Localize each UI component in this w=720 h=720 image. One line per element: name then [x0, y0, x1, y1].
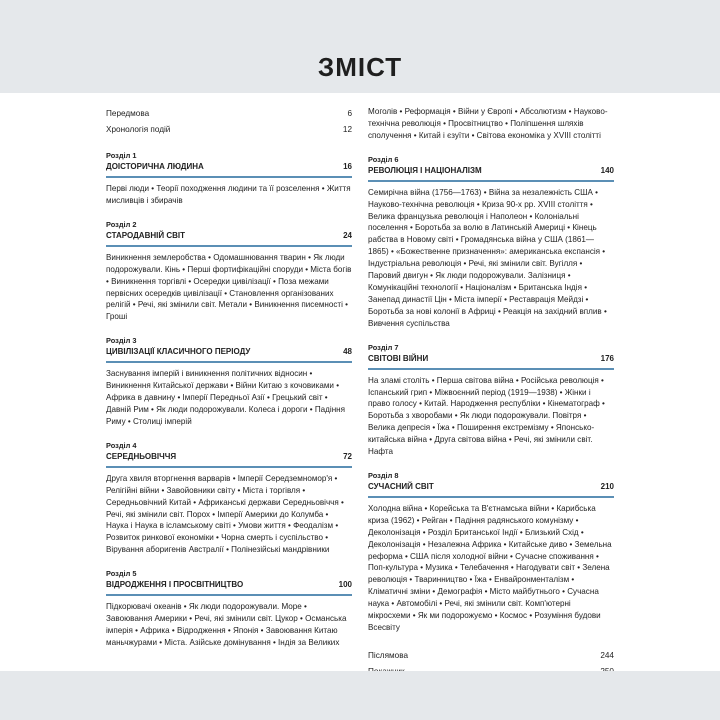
chapter-page: 24: [343, 230, 352, 240]
toc-entry-afterword[interactable]: [368, 648, 614, 664]
bottom-band: [0, 671, 720, 720]
chapter-heading[interactable]: [368, 165, 614, 182]
chapter-title: ДОІСТОРИЧНА ЛЮДИНА: [106, 162, 204, 171]
chapter-page: 140: [600, 165, 614, 175]
chapter-title: ЦИВІЛІЗАЦІЇ КЛАСИЧНОГО ПЕРІОДУ: [106, 347, 251, 357]
chapter-topics: Семирічна війна (1756—1763) • Війна за незалежність США • Науково-технічна революція • Криза 90-х рр. XVIII століття • Велика французька революція і Наполеон • Колоніальні поселення • Боротьба за волю в Латинській Америці • Кінець рабства в Новому світі • Громадянська війна у США (1861—1865) • «Божественне призначення»: американська експансія • Індустріальна революція • Речі, які змінили світ. Вугілля • Паровий двигун • Як люди подорожували. Залізниця • Комунікаційні технології • Націоналізм • Британська Індія • Занепад династії Цін • Міста імперії • Реставрація Мейдзі • Боротьба за нові колонії в Африці • Реакція на західний вплив • Вивчення суспільства: [368, 187, 607, 328]
chapter-title: СУЧАСНИЙ СВІТ: [368, 481, 434, 491]
chapter-title: ВІДРОДЖЕННЯ І ПРОСВІТНИЦТВО: [106, 580, 244, 590]
chapter-7: [368, 342, 614, 458]
chapter-page: 100: [338, 580, 352, 590]
chapter-5: [106, 568, 352, 649]
chapter-page: 16: [343, 162, 352, 171]
chapter-heading[interactable]: [106, 346, 352, 363]
chapter-number: Розділ 7: [368, 342, 399, 352]
chapter-heading[interactable]: [106, 230, 352, 247]
chapter-topics: Заснування імперій і виникнення політичних відносин • Виникнення Китайської держави • Війни Китаю з кочовиками • Африка в давнину • Імперії Передньої Азії • Грецький світ • Давній Рим • Як люди подорожували. Колеса і дороги • Падіння Риму • Столиці імперій: [106, 369, 346, 426]
chapter-page: 176: [600, 353, 614, 363]
chapter-topics: Холодна війна • Корейська та В'єтнамська війни • Карибська криза (1962) • Рейган • Падіння радянського комунізму • Деколонізація • Розділ Британської Індії • Близький Схід • Деколонізація • Незалежна Африка • Китайське диво • Земельна реформа • США після холодної війни • Сучасне споживання • Поп-культура • Музика • Телебачення • Нагодувати світ • Зелена революція • Тваринництво • Їжа • Енвайронменталізм • Кліматичні зміни • Демографія • Місто майбутнього • Сучасна наука • Автомобілі • Речі, які змінили світ. Комп'ютерні мікросхеми • Як ми подорожуємо • Космос • Розуміння будови Всесвіту: [368, 503, 612, 632]
chapter-3: [106, 335, 352, 428]
entry-label: Післямова: [368, 650, 409, 660]
chapter-number: Розділ 5: [106, 569, 137, 579]
chapter-heading[interactable]: [368, 481, 614, 498]
page-title: ЗМІСТ: [317, 52, 403, 82]
chapter-topics: Підкорювачі океанів • Як люди подорожували. Море • Завоювання Америки • Речі, які змінили світ. Цукор • Османська імперія • Африка • Відродження • Японія • Завоювання Китаю маньчжурами • Міста. Азійське домінування • Індія за Великих: [106, 602, 347, 647]
chapter-4: [106, 440, 352, 556]
chapter-title: РЕВОЛЮЦІЯ І НАЦІОНАЛІЗМ: [368, 165, 482, 175]
chapter-topics: Виникнення землеробства • Одомашнювання тварин • Як люди подорожували. Кінь • Перші фортифікаційні споруди • Міста богів • Виникнення торгівлі • Осередки цивілізації • Поза межами первісних осередків цивілізації • Становлення організованих релігій • Речі, які змінили світ. Метали • Виникнення писемності • Гроші: [106, 252, 352, 322]
chapter-8: [368, 470, 614, 634]
chapter-6: [368, 154, 614, 330]
chapter-1: [106, 150, 352, 207]
toc-entry-foreword[interactable]: [106, 106, 352, 122]
entry-page: 12: [342, 125, 352, 134]
right-column: [368, 106, 614, 696]
chapter-2: [106, 219, 352, 323]
chapter-number: Розділ 3: [106, 336, 137, 346]
toc-entry-chronology[interactable]: [106, 122, 352, 138]
chapter-heading[interactable]: [106, 161, 352, 178]
left-column: [106, 106, 352, 649]
chapter-heading[interactable]: [106, 579, 352, 596]
chapter-number: Розділ 2: [106, 219, 137, 229]
entry-page: 6: [347, 109, 352, 118]
chapter-topics: На зламі століть • Перша світова війна • Російська революція • Іспанський грип • Міжвоєнний період (1919—1938) • Жінки і право голосу • Китай. Народження республіки • Кінематограф • Боротьба з хворобами • Як люди подорожували. Повітря • Велика депресія • Їжа • Поширення екстремізму • Японсько-китайська війна • Друга світова війна • Речі, які змінили світ. Нафта: [368, 375, 605, 457]
chapter-number: Розділ 8: [368, 470, 399, 480]
chapter-heading[interactable]: [368, 353, 614, 370]
chapter-5-continuation: Моголів • Реформація • Війни у Європі • Абсолютизм • Науково-технічна революція • Просвітництво • Поліпшення шляхів сполучення • Китай і єзуїти • Світова економіка у XVIII столітті: [368, 107, 608, 140]
chapter-topics: Перві люди • Теорії походження людини та її розселення • Життя мисливців і збирачів: [106, 184, 351, 205]
chapter-number: Розділ 6: [368, 154, 399, 164]
chapter-number: Розділ 4: [106, 440, 137, 450]
chapter-page: 72: [343, 451, 352, 461]
entry-label: Передмова: [106, 109, 150, 118]
chapter-page: 48: [343, 347, 352, 357]
chapter-topics: Друга хвиля вторгнення варварів • Імперії Середземномор'я • Релігійні війни • Завойовники світу • Міста і торгівля • Середньовічний Китай • Африканські держави Середньовіччя • Речі, які змінили світ. Порох • Імперії Америки до Колумба • Наука і Наука в ісламському світі • Умови життя • Феодалізм • Розвиток ринкової економіки • Чорна смерть і суспільство • Вірування аборигенів Австралії • Полінезійські мандрівники: [106, 473, 344, 555]
chapter-heading[interactable]: [106, 451, 352, 468]
chapter-title: СЕРЕДНЬОВІЧЧЯ: [106, 451, 177, 461]
chapter-number: Розділ 1: [106, 151, 137, 160]
entry-label: Хронологія подій: [106, 125, 171, 134]
chapter-title: СВІТОВІ ВІЙНИ: [368, 353, 429, 363]
chapter-title: СТАРОДАВНІЙ СВІТ: [106, 230, 185, 240]
entry-page: 244: [600, 650, 614, 660]
chapter-page: 210: [600, 481, 614, 491]
